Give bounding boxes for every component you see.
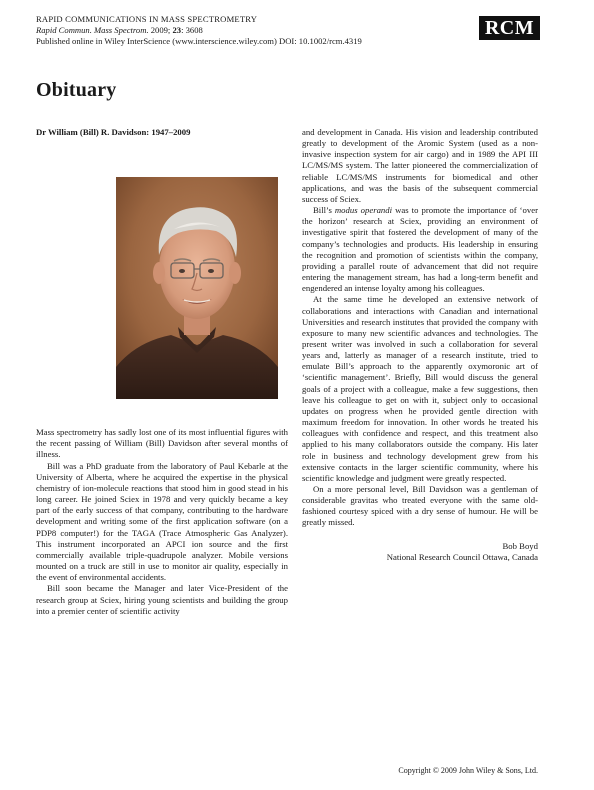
- author-name: Bob Boyd: [502, 540, 538, 551]
- paragraph-text: Bill’s: [313, 205, 335, 216]
- signature-block: [302, 541, 538, 563]
- citation-line: [36, 25, 540, 36]
- body-paragraph: Bill soon became the Manager and later Vice-President of the research group at Sciex, hiring young scientists and building the group into a premier center of scientific activity: [36, 583, 288, 616]
- copyright-notice: Copyright © 2009 John Wiley & Sons, Ltd.: [398, 766, 538, 775]
- body-paragraph: [302, 205, 538, 294]
- body-paragraph: Mass spectrometry has sadly lost one of its most influential figures with the recent passing of William (Bill) Davidson after several months of illness.: [36, 427, 288, 460]
- citation-volume: 23: [172, 25, 182, 35]
- body-paragraph: At the same time he developed an extensive network of collaborations and interactions with Canadian and international Universities and research institutes that provided the company with exposure to many new scientific advances and technologies. The present writer was involved in such a collaboration for several years and, latterly as manager of a research institute, tried to emulate Bill’s approach to the apparently oxymoronic art of ‘scientific management’. Briefly, Bill would discuss the general goals of a project with a colleague, make a few suggestions, then leave his colleague to get on with it, subject only to occasional updates on progress when he provided gentle direction with maximum freedom for innovation. In other words he treated his colleagues with confidence and respect, and this treatment also applied to his many collaborators outside the company. His later role in business and technology development grew from his extensive contacts in the larger scientific community, where his scientific knowledge and judgment were greatly respected.: [302, 294, 538, 483]
- left-column: [36, 127, 288, 617]
- rcm-logo: RCM: [479, 16, 540, 40]
- body-paragraph: and development in Canada. His vision and leadership contributed greatly to development of the Aromic System (used as a non-invasive inspection system for air cargo) and in 1989 the API III LC/MS/MS system. The latter pioneered the commercialization of reliable LC/MS/MS instruments for biomedical and other applications, and was the basis of the subsequent commercial success of Sciex.: [302, 127, 538, 204]
- citation-year: 2009;: [148, 25, 173, 35]
- journal-name: RAPID COMMUNICATIONS IN MASS SPECTROMETRY: [36, 14, 258, 24]
- italic-term: modus operandi: [334, 205, 393, 216]
- running-header: [36, 14, 540, 47]
- body-paragraph: Bill was a PhD graduate from the laboratory of Paul Kebarle at the University of Alberta, where he acquired the expertise in the physical chemistry of ion-molecule reactions that stood him in good stead in his long career. He joined Sciex in 1978 and very quickly became a key part of the early success of that company, contributing to the hardware development and writing some of the first application software (on a PDP8 computer!) for the TAGA (Trace Atmospheric Gas Analyzer). This instrument incorporated an APCI ion source and the first commercially available triple-quadrupole analyzer. Mobile versions mounted on a truck are still in use to monitor air quality, especially in the event of environmental accidents.: [36, 460, 288, 583]
- paragraph-text: was to promote the importance of ‘over the horizon’ research at Sciex, providing an environment of investigative spirit that fostered the development of many of the company’s technologies and products. His leadership in ensuring the recognition and promotion of scientists within the company, providing a parallel route of advancement that did not require entering the management stream, has had a long-term benefit and engendered an intense loyalty among his colleagues.: [302, 205, 538, 294]
- left-body-text: [36, 427, 288, 617]
- body-paragraph: On a more personal level, Bill Davidson was a gentleman of considerable gravitas who treated everyone with the same old-fashioned courtesy spiced with a dry sense of humour. He will be greatly missed.: [302, 484, 538, 528]
- citation-pages: : 3608: [181, 25, 203, 35]
- citation-journal: Rapid Commun. Mass Spectrom.: [36, 25, 149, 35]
- right-column: [302, 127, 538, 563]
- portrait-photo: [116, 177, 278, 399]
- published-online-line: Published online in Wiley InterScience (www.interscience.wiley.com) DOI: 10.1002/rcm.4319: [36, 36, 362, 46]
- author-affiliation: National Research Council Ottawa, Canada: [386, 551, 538, 562]
- obituary-heading: Dr William (Bill) R. Davidson: 1947–2009: [36, 127, 191, 137]
- page-title: Obituary: [36, 79, 117, 101]
